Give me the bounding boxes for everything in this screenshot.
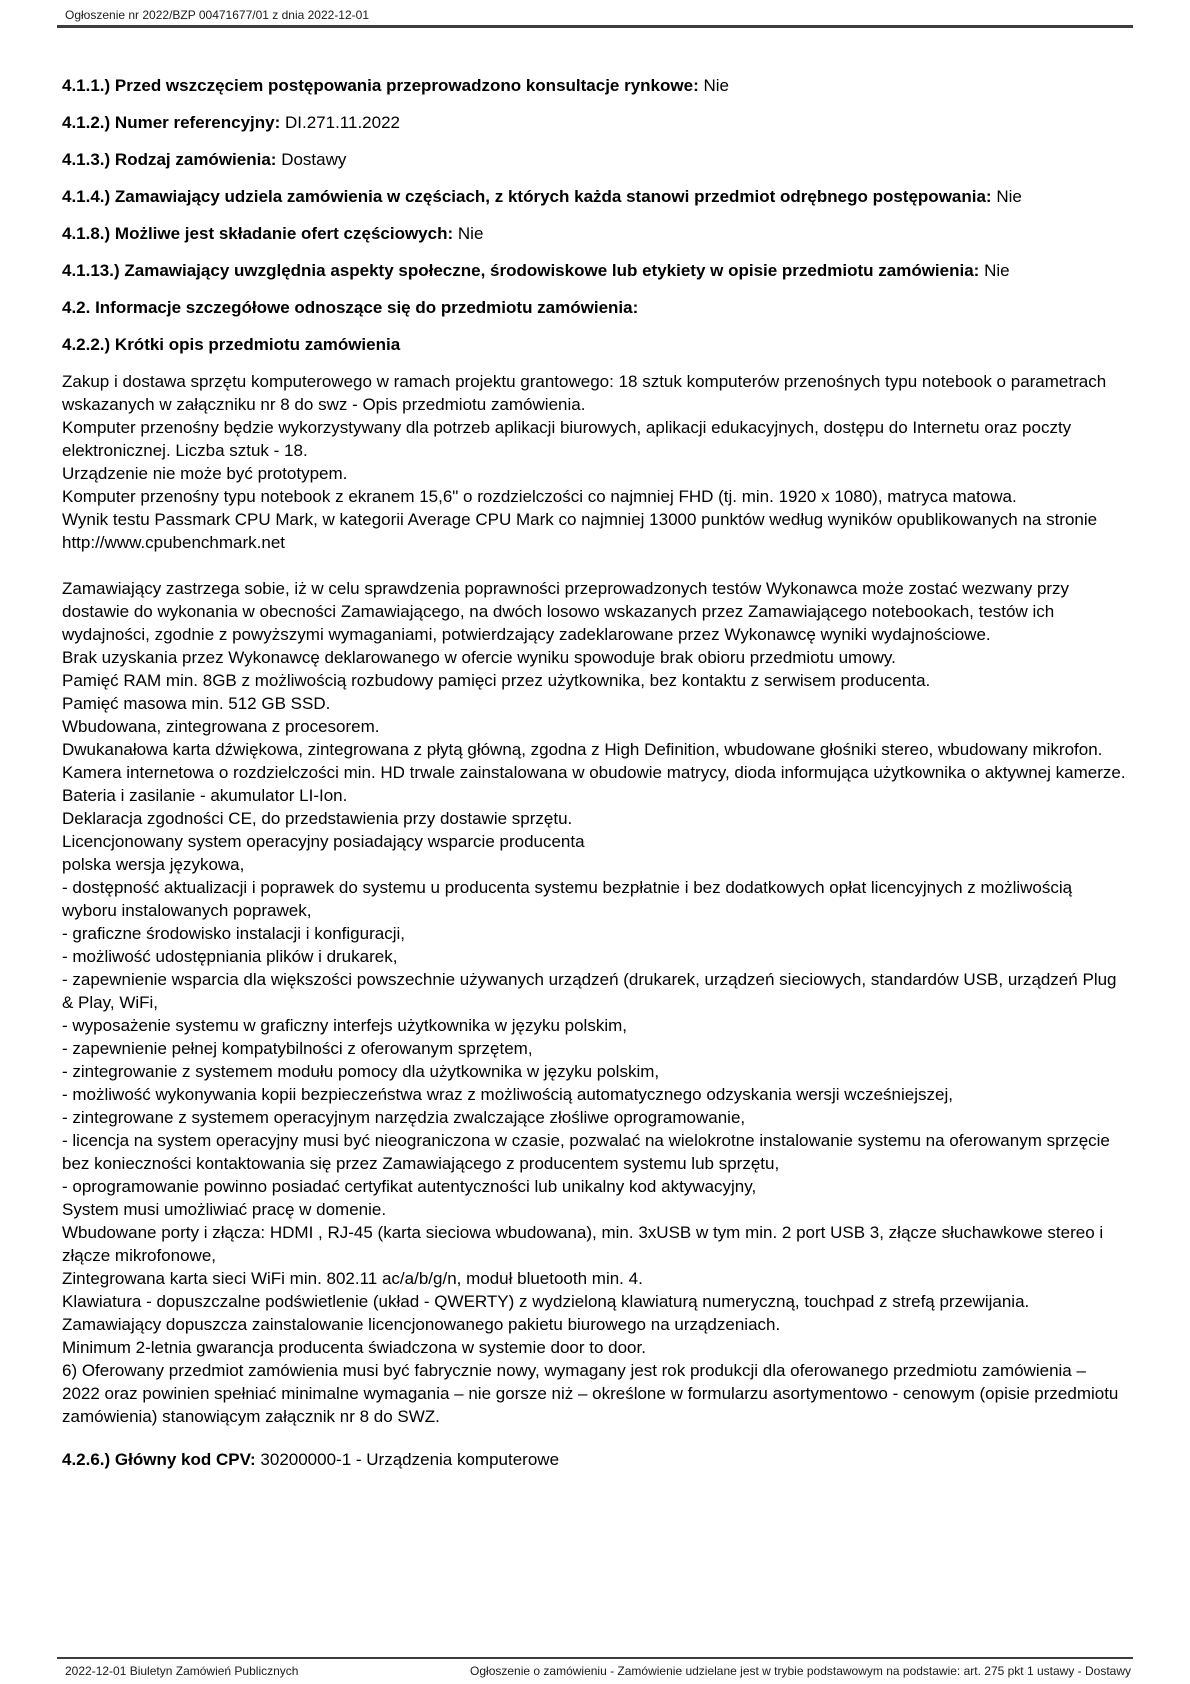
- field-label: 4.1.3.) Rodzaj zamówienia:: [62, 150, 277, 169]
- description-line: Zamawiający zastrzega sobie, iż w celu sprawdzenia poprawności przeprowadzonych testów Wykonawca może zostać wezwany przy dostawie do wykonania w obecności Zamawiającego, na dwóch losowo wskazanych przez Zamawiającego notebookach, testów ich wydajności, zgodnie z powyższymi wymaganiami, potwierdzający zadeklarowane przez Wykonawcę wyniki wydajnościowe.: [62, 579, 1070, 644]
- field-value: Nie: [457, 224, 484, 243]
- description-line: Bateria i zasilanie - akumulator LI-Ion.: [62, 786, 348, 805]
- field-value: Nie: [703, 76, 729, 95]
- description-line: [62, 554, 1128, 577]
- description-line: - graficzne środowisko instalacji i konfiguracji,: [62, 924, 405, 943]
- description-line: Komputer przenośny będzie wykorzystywany dla potrzeb aplikacji biurowych, aplikacji edukacyjnych, dostępu do Internetu oraz poczty elektronicznej. Liczba sztuk - 18.: [62, 418, 1072, 460]
- description-line: Brak uzyskania przez Wykonawcę deklarowanego w ofercie wyniku spowoduje brak obioru przedmiotu umowy.: [62, 648, 896, 667]
- description-line: System musi umożliwiać pracę w domenie.: [62, 1200, 387, 1219]
- description-block: [62, 370, 1128, 1428]
- description-line: - możliwość udostępniania plików i drukarek,: [62, 947, 398, 966]
- field-value: Nie: [984, 261, 1010, 280]
- description-line: - wyposażenie systemu w graficzny interfejs użytkownika w języku polskim,: [62, 1016, 627, 1035]
- cpv-field-row: [62, 1448, 1128, 1471]
- description-line: Dwukanałowa karta dźwiękowa, zintegrowana z płytą główną, zgodna z High Definition, wbudowane głośniki stereo, wbudowany mikrofon. Kamera internetowa o rozdzielczości min. HD trwale zainstalowana w obudowie matrycy, dioda informująca użytkownika o aktywnej kamerze.: [62, 740, 1126, 782]
- description-line: Klawiatura - dopuszczalne podświetlenie (układ - QWERTY) z wydzieloną klawiaturą numeryczną, touchpad z strefą przewijania.: [62, 1292, 1030, 1311]
- description-line: Wynik testu Passmark CPU Mark, w kategorii Average CPU Mark co najmniej 13000 punktów według wyników opublikowanych na stronie http://www.cpubenchmark.net: [62, 510, 1098, 552]
- description-line: Pamięć masowa min. 512 GB SSD.: [62, 694, 331, 713]
- field-value: Nie: [996, 187, 1022, 206]
- footer-left: 2022-12-01 Biuletyn Zamówień Publicznych: [65, 1664, 299, 1678]
- description-line: Licencjonowany system operacyjny posiadający wsparcie producenta: [62, 832, 585, 851]
- field-row: [62, 222, 1128, 245]
- description-line: Wbudowane porty i złącza: HDMI , RJ-45 (karta sieciowa wbudowana), min. 3xUSB w tym min. 2 port USB 3, złącze słuchawkowe stereo i złącze mikrofonowe,: [62, 1223, 1104, 1265]
- description-line: - oprogramowanie powinno posiadać certyfikat autentyczności lub unikalny kod aktywacyjny,: [62, 1177, 757, 1196]
- section-heading-4-2-2: 4.2.2.) Krótki opis przedmiotu zamówienia: [62, 335, 401, 354]
- description-line: Wbudowana, zintegrowana z procesorem.: [62, 717, 380, 736]
- field-row: [62, 259, 1128, 282]
- description-line: - licencja na system operacyjny musi być nieograniczona w czasie, pozwalać na wielokrotne instalowanie systemu na oferowanym sprzęcie bez konieczności kontaktowania się przez Zamawiającego z producentem systemu lub sprzętu,: [62, 1131, 1110, 1173]
- description-line: Zintegrowana karta sieci WiFi min. 802.11 ac/a/b/g/n, moduł bluetooth min. 4.: [62, 1269, 643, 1288]
- description-line: - zapewnienie pełnej kompatybilności z oferowanym sprzętem,: [62, 1039, 533, 1058]
- description-line: Komputer przenośny typu notebook z ekranem 15,6" o rozdzielczości co najmniej FHD (tj. min. 1920 x 1080), matryca matowa.: [62, 487, 1017, 506]
- description-line: - możliwość wykonywania kopii bezpieczeństwa wraz z możliwością automatycznego odzyskania wersji wcześniejszej,: [62, 1085, 953, 1104]
- cpv-label: 4.2.6.) Główny kod CPV:: [62, 1450, 256, 1469]
- description-line: - zintegrowane z systemem operacyjnym narzędzia zwalczające złośliwe oprogramowanie,: [62, 1108, 746, 1127]
- field-row: [62, 185, 1128, 208]
- description-line: - dostępność aktualizacji i poprawek do systemu u producenta systemu bezpłatnie i bez dodatkowych opłat licencyjnych z możliwością wyboru instalowanych poprawek,: [62, 878, 1073, 920]
- description-line: Minimum 2-letnia gwarancja producenta świadczona w systemie door to door.: [62, 1338, 646, 1357]
- footer-right: Ogłoszenie o zamówieniu - Zamówienie udzielane jest w trybie podstawowym na podstawie: art. 275 pkt 1 ustawy - Dostawy: [470, 1664, 1131, 1678]
- field-row: [62, 111, 1128, 134]
- field-label: 4.1.1.) Przed wszczęciem postępowania przeprowadzono konsultacje rynkowe:: [62, 76, 699, 95]
- description-line: - zapewnienie wsparcia dla większości powszechnie używanych urządzeń (drukarek, urządzeń sieciowych, standardów USB, urządzeń Plug & Play, WiFi,: [62, 970, 1117, 1012]
- description-line: - zintegrowanie z systemem modułu pomocy dla użytkownika w języku polskim,: [62, 1062, 660, 1081]
- document-content: [62, 74, 1128, 1485]
- description-line: Pamięć RAM min. 8GB z możliwością rozbudowy pamięci przez użytkownika, bez kontaktu z serwisem producenta.: [62, 671, 931, 690]
- cpv-value: 30200000-1 - Urządzenia komputerowe: [260, 1450, 560, 1469]
- description-line: Zamawiający dopuszcza zainstalowanie licencjonowanego pakietu biurowego na urządzeniach.: [62, 1315, 781, 1334]
- page-footer: [57, 1657, 1133, 1678]
- field-row: [62, 148, 1128, 171]
- description-line: Deklaracja zgodności CE, do przedstawienia przy dostawie sprzętu.: [62, 809, 573, 828]
- field-row: [62, 74, 1128, 97]
- field-label: 4.1.4.) Zamawiający udziela zamówienia w częściach, z których każda stanowi przedmiot odrębnego postępowania:: [62, 187, 992, 206]
- field-value: Dostawy: [281, 150, 347, 169]
- description-line: Urządzenie nie może być prototypem.: [62, 464, 348, 483]
- field-label: 4.1.13.) Zamawiający uwzględnia aspekty społeczne, środowiskowe lub etykiety w opisie przedmiotu zamówienia:: [62, 261, 980, 280]
- description-line: polska wersja językowa,: [62, 855, 245, 874]
- description-line: Zakup i dostawa sprzętu komputerowego w ramach projektu grantowego: 18 sztuk komputerów przenośnych typu notebook o parametrach wskazanych w załączniku nr 8 do swz - Opis przedmiotu zamówienia.: [62, 372, 1107, 414]
- field-value: DI.271.11.2022: [285, 113, 400, 132]
- field-label: 4.1.8.) Możliwe jest składanie ofert częściowych:: [62, 224, 454, 243]
- section-heading-4-2: 4.2. Informacje szczegółowe odnoszące się do przedmiotu zamówienia:: [62, 298, 639, 317]
- description-line: 6) Oferowany przedmiot zamówienia musi być fabrycznie nowy, wymagany jest rok produkcji dla oferowanego przedmiotu zamówienia – 2022 oraz powinien spełniać minimalne wymagania – nie gorsze niż – określone w formularzu asortymentowo - cenowym (opisie przedmiotu zamówienia) stanowiącym załącznik nr 8 do SWZ.: [62, 1361, 1119, 1426]
- header-notice: Ogłoszenie nr 2022/BZP 00471677/01 z dnia 2022-12-01: [65, 8, 370, 22]
- page-header: [57, 0, 1133, 28]
- field-label: 4.1.2.) Numer referencyjny:: [62, 113, 281, 132]
